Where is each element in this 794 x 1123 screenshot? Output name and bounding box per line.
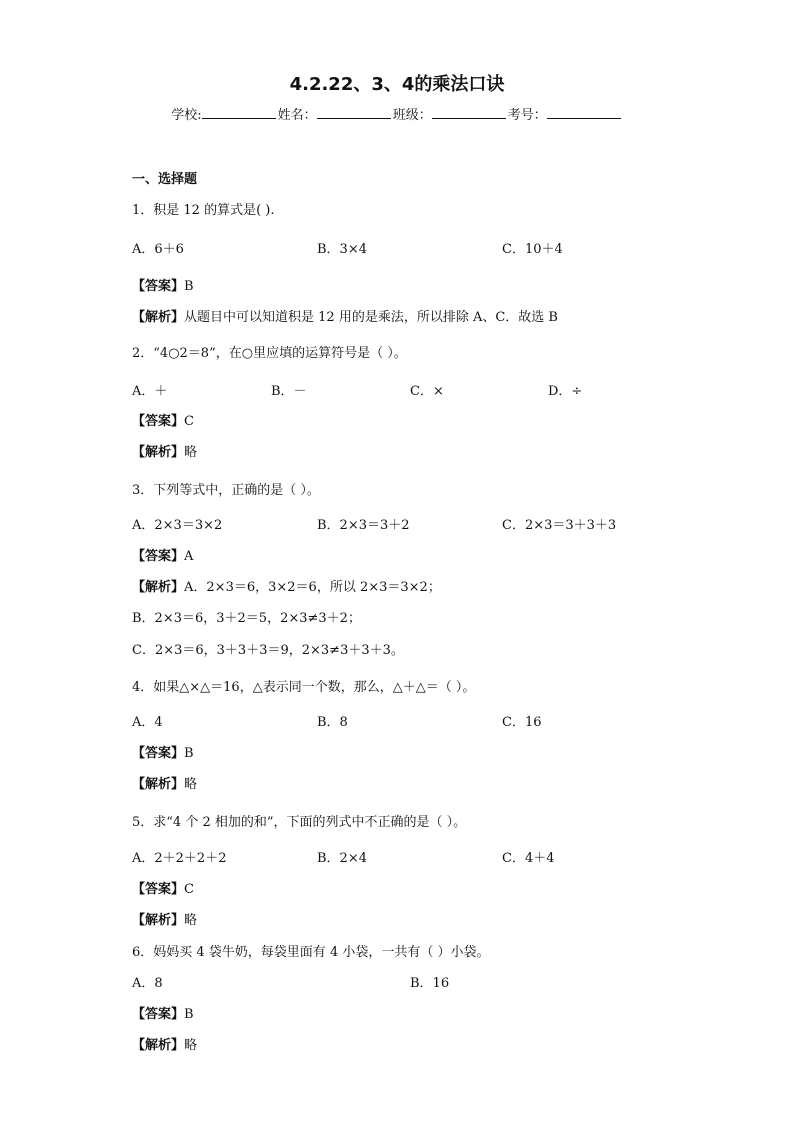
question-4-stem: 4．如果△×△＝16，△表示同一个数，那么，△＋△＝（ ）。 <box>132 680 476 695</box>
answer-label: 【答案】 <box>132 279 185 294</box>
q3-answer <box>132 545 193 564</box>
answer-value: C <box>184 882 194 897</box>
student-info-row <box>0 104 794 123</box>
answer-label: 【答案】 <box>132 414 185 429</box>
q6-answer <box>132 1003 194 1022</box>
answer-value: B <box>184 1007 194 1022</box>
answer-label: 【答案】 <box>132 882 185 897</box>
q3-analysis-line-c: C．2×3＝6，3＋3＋3＝9，2×3≠3＋3＋3。 <box>132 643 404 658</box>
analysis-text: 略 <box>184 445 198 460</box>
q1-option-a: A．6＋6 <box>132 242 184 257</box>
answer-label: 【答案】 <box>132 549 185 564</box>
answer-value: B <box>184 279 194 294</box>
section-title: 一、选择题 <box>132 172 198 187</box>
q5-option-b: B．2×4 <box>317 851 367 866</box>
analysis-text: 略 <box>184 777 198 792</box>
q2-analysis <box>132 441 197 460</box>
q1-option-b: B．3×4 <box>317 242 367 257</box>
answer-label: 【答案】 <box>132 1007 185 1022</box>
analysis-label: 【解析】 <box>132 580 185 595</box>
q6-option-b: B．16 <box>410 976 450 991</box>
answer-value: A <box>184 549 194 564</box>
question-3-stem: 3．下列等式中，正确的是（ ）。 <box>132 483 320 498</box>
q3-analysis-line-b: B．2×3＝6，3＋2＝5，2×3≠3＋2； <box>132 611 361 626</box>
question-2-stem: 2．“4○2＝8”，在○里应填的运算符号是（ ）。 <box>132 346 407 361</box>
q1-answer <box>132 275 194 294</box>
q5-option-c: C．4＋4 <box>502 851 555 866</box>
exam-number-label: 考号： <box>507 108 547 123</box>
q5-analysis <box>132 909 197 928</box>
q2-option-a: A．＋ <box>132 384 168 399</box>
q2-answer <box>132 410 194 429</box>
q4-answer <box>132 742 194 761</box>
q4-option-a: A．4 <box>132 715 163 730</box>
q1-option-c: C．10＋4 <box>502 242 563 257</box>
q4-option-b: B．8 <box>317 715 348 730</box>
name-label: 姓名： <box>277 108 317 123</box>
answer-value: B <box>184 746 194 761</box>
analysis-text: 略 <box>184 913 198 928</box>
q5-option-a: A．2＋2＋2＋2 <box>132 851 227 866</box>
q3-analysis <box>132 576 441 595</box>
analysis-label: 【解析】 <box>132 445 185 460</box>
answer-value: C <box>184 414 194 429</box>
class-label: 班级： <box>392 108 432 123</box>
q4-option-c: C．16 <box>502 715 542 730</box>
q5-answer <box>132 878 194 897</box>
analysis-label: 【解析】 <box>132 1038 185 1053</box>
q2-option-d: D．÷ <box>548 384 583 399</box>
name-blank <box>317 106 391 119</box>
q2-option-c: C．× <box>410 384 444 399</box>
q6-option-a: A．8 <box>132 976 163 991</box>
question-6-stem: 6．妈妈买 4 袋牛奶，每袋里面有 4 小袋，一共有（ ）小袋。 <box>132 945 490 960</box>
analysis-text: A．2×3＝6，3×2＝6，所以 2×3＝3×2； <box>184 580 441 595</box>
school-label: 学校: <box>171 108 202 123</box>
q2-option-b: B．－ <box>271 384 307 399</box>
q4-analysis <box>132 773 197 792</box>
q3-option-c: C．2×3＝3＋3＋3 <box>502 518 617 533</box>
analysis-label: 【解析】 <box>132 913 185 928</box>
question-5-stem: 5．求“4 个 2 相加的和”，下面的列式中不正确的是（ ）。 <box>132 815 467 830</box>
q3-option-b: B．2×3＝3＋2 <box>317 518 410 533</box>
answer-label: 【答案】 <box>132 746 185 761</box>
analysis-label: 【解析】 <box>132 777 185 792</box>
analysis-label: 【解析】 <box>132 310 185 325</box>
class-blank <box>432 106 506 119</box>
page-title: 4.2.22、3、4的乘法口诀 <box>289 74 505 95</box>
q6-analysis <box>132 1034 197 1053</box>
analysis-text: 略 <box>184 1038 198 1053</box>
school-blank <box>202 106 276 119</box>
question-1-stem: 1．积是 12 的算式是( ). <box>132 203 275 218</box>
analysis-text: 从题目中可以知道积是 12 用的是乘法，所以排除 A、C．故选 B <box>184 310 558 325</box>
exam-number-blank <box>547 106 621 119</box>
q3-option-a: A．2×3＝3×2 <box>132 518 223 533</box>
q1-analysis <box>132 306 558 325</box>
